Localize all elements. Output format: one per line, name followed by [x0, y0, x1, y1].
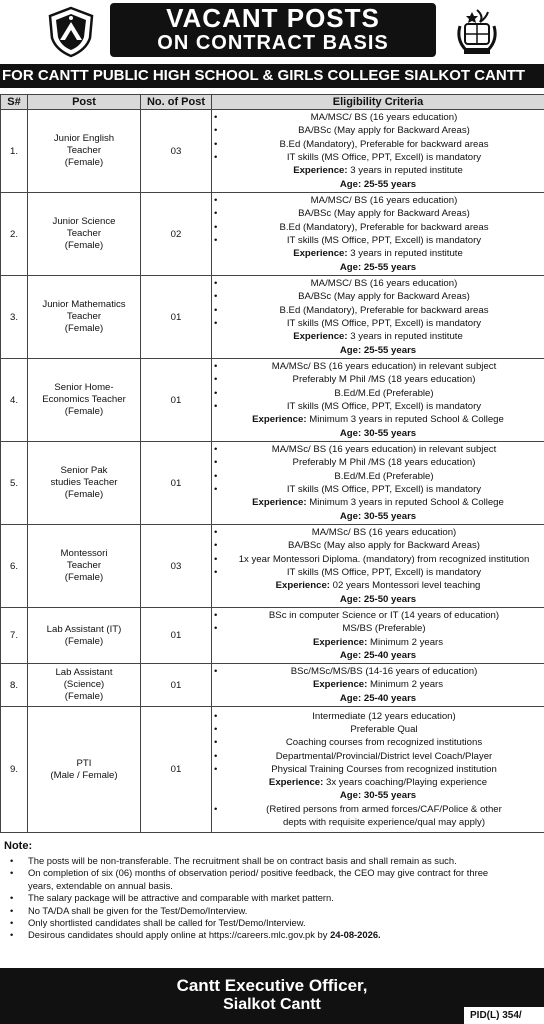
criteria-item: • BA/BSc (May also apply for Backward Areas) [224, 539, 544, 552]
criteria-item: • Preferably M Phil /MS (18 years education) [224, 456, 544, 469]
criteria-item: • Coaching courses from recognized institutions [224, 736, 544, 749]
age-label: Age: [339, 593, 362, 605]
criteria-item: • MS/BS (Preferable) [224, 622, 544, 635]
experience-label: Experience: [252, 497, 307, 509]
experience-line [212, 776, 544, 789]
criteria-item: • BA/BSc (May apply for Backward Areas) [224, 290, 544, 303]
experience-label: Experience: [275, 580, 330, 592]
criteria-item: • IT skills (MS Office, PPT, Excell) is mandatory [224, 483, 544, 496]
experience-label: Experience: [252, 414, 307, 426]
criteria-list [212, 360, 544, 413]
age-value: 25-40 years [363, 692, 417, 704]
post-line: Lab Assistant [55, 667, 113, 678]
table-row [1, 442, 544, 525]
table-row [1, 193, 544, 276]
experience-line [212, 579, 544, 592]
age-value: 25-55 years [363, 261, 417, 273]
table-row [1, 525, 544, 608]
criteria-list [212, 443, 544, 496]
experience-label: Experience: [293, 248, 348, 260]
experience-value: Minimum 3 years in reputed School & College [309, 414, 504, 426]
experience-value: Minimum 3 years in reputed School & College [309, 497, 504, 509]
criteria-item: • MA/MSc/ BS (16 years education) [224, 526, 544, 539]
post-line: (Female) [64, 157, 104, 168]
age-value: 25-50 years [363, 593, 417, 605]
post-line: Teacher [66, 311, 102, 322]
column-header-post: Post [28, 95, 141, 110]
government-crest-icon [452, 6, 502, 58]
experience-label: Experience: [312, 679, 368, 691]
criteria-list [212, 665, 544, 678]
table-row [1, 276, 544, 359]
note-item: • Only shortlisted candidates shall be called for Test/Demo/Interview. [28, 917, 544, 929]
criteria-list [212, 111, 544, 164]
cell-sno: 7. [1, 608, 28, 664]
cell-criteria [212, 664, 544, 707]
post-line: Junior Mathematics [42, 299, 126, 310]
age-label: Age: [339, 790, 362, 802]
criteria-extra-item: • (Retired persons from armed forces/CAF/Police & other [224, 803, 544, 816]
column-header-sno: S# [1, 95, 28, 110]
experience-value: 3 years in reputed institute [350, 248, 463, 260]
title-banner [110, 3, 436, 57]
cell-criteria [212, 110, 544, 193]
cell-post [28, 608, 141, 664]
post-line: Montessori [60, 548, 108, 559]
cell-criteria [212, 442, 544, 525]
criteria-item: • Preferably M Phil /MS (18 years education) [224, 373, 544, 386]
post-line: Junior Science [52, 216, 116, 227]
post-line: Junior English [53, 133, 115, 144]
cell-post [28, 359, 141, 442]
column-header-criteria: Eligibility Criteria [212, 95, 544, 110]
cantonment-crest-icon [46, 6, 96, 58]
age-value: 25-40 years [363, 649, 417, 661]
experience-line [212, 496, 544, 509]
cell-post [28, 664, 141, 707]
age-line [212, 649, 544, 662]
cell-post [28, 193, 141, 276]
experience-line [212, 247, 544, 260]
criteria-extra-list [212, 803, 544, 816]
criteria-item: • BA/BSc (May apply for Backward Areas) [224, 124, 544, 137]
experience-value: Minimum 2 years [370, 636, 444, 648]
age-label: Age: [339, 649, 362, 661]
post-line: (Female) [64, 691, 104, 702]
age-value: 25-55 years [363, 344, 417, 356]
age-line [212, 593, 544, 606]
cell-criteria [212, 525, 544, 608]
cell-criteria [212, 359, 544, 442]
note-item: • The posts will be non-transferable. The recruitment shall be on contract basis and shall remain as such. [28, 855, 544, 867]
cell-sno: 8. [1, 664, 28, 707]
criteria-item: • B.Ed (Mandatory), Preferable for backward areas [224, 138, 544, 151]
note-text-continuation: years, extendable on annual basis. [28, 879, 173, 891]
cell-count: 01 [141, 707, 212, 833]
cell-count: 01 [141, 359, 212, 442]
table-row [1, 608, 544, 664]
cell-count: 01 [141, 608, 212, 664]
experience-label: Experience: [268, 777, 324, 789]
cell-count: 03 [141, 525, 212, 608]
experience-value: 3x years coaching/Playing experience [326, 777, 488, 789]
criteria-item: • Preferable Qual [224, 723, 544, 736]
note-item: • The salary package will be attractive and comparable with market pattern. [28, 892, 544, 904]
cell-sno: 1. [1, 110, 28, 193]
age-label: Age: [339, 261, 362, 273]
criteria-item: • IT skills (MS Office, PPT, Excell) is mandatory [224, 400, 544, 413]
cell-count: 01 [141, 664, 212, 707]
criteria-extra-continuation: depts with requisite experience/qual may apply) [282, 817, 486, 829]
table-row [1, 359, 544, 442]
cell-post [28, 707, 141, 833]
criteria-item: • MA/MSc/ BS (16 years education) in relevant subject [224, 360, 544, 373]
age-label: Age: [339, 344, 362, 356]
criteria-item: • 1x year Montessori Diploma. (mandatory) from recognized institution [224, 553, 544, 566]
experience-line [212, 678, 544, 691]
issuing-office-location: Sialkot Cantt [223, 996, 321, 1013]
criteria-list [212, 710, 544, 776]
post-line: Teacher [66, 228, 102, 239]
cell-count: 02 [141, 193, 212, 276]
age-value: 30-55 years [363, 790, 417, 802]
criteria-list [212, 526, 544, 579]
criteria-item: • B.Ed/M.Ed (Preferable) [224, 387, 544, 400]
note-item: • No TA/DA shall be given for the Test/Demo/Interview. [28, 905, 544, 917]
cell-post [28, 442, 141, 525]
criteria-list [212, 277, 544, 330]
criteria-item: • MA/MSC/ BS (16 years education) [224, 111, 544, 124]
age-label: Age: [339, 427, 362, 439]
criteria-item: • B.Ed (Mandatory), Preferable for backward areas [224, 304, 544, 317]
vacancy-table [0, 94, 544, 833]
table-row [1, 110, 544, 193]
cell-count: 01 [141, 442, 212, 525]
criteria-item: • Physical Training Courses from recognized institution [224, 763, 544, 776]
cell-sno: 3. [1, 276, 28, 359]
experience-value: 3 years in reputed institute [350, 331, 463, 343]
experience-line [212, 636, 544, 649]
post-line: Teacher [66, 145, 102, 156]
table-header-row [1, 95, 544, 110]
experience-value: 3 years in reputed institute [350, 165, 463, 177]
criteria-item: • BA/BSc (May apply for Backward Areas) [224, 207, 544, 220]
main-subtitle: ON CONTRACT BASIS [157, 32, 389, 54]
criteria-item: • BSc/MSc/MS/BS (14-16 years of education) [224, 665, 544, 678]
criteria-item: • IT skills (MS Office, PPT, Excell) is mandatory [224, 234, 544, 247]
experience-value: 02 years Montessori level teaching [332, 580, 481, 592]
cell-sno: 5. [1, 442, 28, 525]
post-line: (Male / Female) [50, 769, 118, 781]
cell-count: 01 [141, 276, 212, 359]
post-line: PTI [76, 757, 92, 769]
criteria-item: • MA/MSC/ BS (16 years education) [224, 194, 544, 207]
experience-value: Minimum 2 years [370, 679, 444, 691]
post-line: (Female) [64, 489, 104, 500]
post-line: (Female) [64, 406, 104, 417]
criteria-item: • Intermediate (12 years education) [224, 710, 544, 723]
cell-post [28, 110, 141, 193]
cell-post [28, 276, 141, 359]
notes-list [0, 855, 544, 942]
experience-line [212, 413, 544, 426]
note-item [28, 929, 544, 941]
age-line [212, 692, 544, 705]
school-name-banner: FOR CANTT PUBLIC HIGH SCHOOL & GIRLS COLLEGE SIALKOT CANTT [0, 64, 544, 88]
criteria-list [212, 609, 544, 636]
table-row [1, 664, 544, 707]
age-value: 25-55 years [363, 178, 417, 190]
cell-sno: 4. [1, 359, 28, 442]
criteria-item: • IT skills (MS Office, PPT, Excell) is mandatory [224, 566, 544, 579]
post-line: studies Teacher [50, 477, 118, 488]
footer-banner [0, 968, 544, 1024]
criteria-item: • MA/MSc/ BS (16 years education) in relevant subject [224, 443, 544, 456]
cell-criteria [212, 276, 544, 359]
cell-sno: 2. [1, 193, 28, 276]
experience-line [212, 330, 544, 343]
experience-label: Experience: [312, 636, 368, 648]
age-line [212, 510, 544, 523]
age-line [212, 178, 544, 191]
experience-line [212, 164, 544, 177]
pid-number: PID(L) 354/ [464, 1007, 544, 1024]
criteria-item: • BSc in computer Science or IT (14 years of education) [224, 609, 544, 622]
issuing-officer: Cantt Executive Officer, [176, 976, 368, 995]
cell-count: 03 [141, 110, 212, 193]
age-label: Age: [339, 692, 362, 704]
post-line: (Female) [64, 323, 104, 334]
criteria-item: • B.Ed/M.Ed (Preferable) [224, 470, 544, 483]
cell-sno: 6. [1, 525, 28, 608]
criteria-item: • IT skills (MS Office, PPT, Excell) is mandatory [224, 151, 544, 164]
post-line: Senior Pak [60, 465, 108, 476]
cell-criteria [212, 193, 544, 276]
apply-deadline: 24-08-2026. [330, 929, 381, 941]
post-line: (Female) [64, 572, 104, 583]
post-line: (Female) [64, 635, 104, 647]
age-line [212, 344, 544, 357]
post-line: Senior Home- [54, 382, 114, 393]
age-label: Age: [339, 178, 362, 190]
post-line: (Female) [64, 240, 104, 251]
criteria-item: • Departmental/Provincial/District level Coach/Player [224, 750, 544, 763]
criteria-item: • IT skills (MS Office, PPT, Excell) is mandatory [224, 317, 544, 330]
post-line: (Science) [63, 679, 105, 690]
column-header-count: No. of Post [141, 95, 212, 110]
post-line: Lab Assistant (IT) [46, 623, 122, 635]
criteria-item: • B.Ed (Mandatory), Preferable for backward areas [224, 221, 544, 234]
criteria-list [212, 194, 544, 247]
criteria-item: • MA/MSC/ BS (16 years education) [224, 277, 544, 290]
post-line: Teacher [66, 560, 102, 571]
cell-sno: 9. [1, 707, 28, 833]
age-value: 30-55 years [363, 427, 417, 439]
experience-label: Experience: [293, 165, 348, 177]
age-label: Age: [339, 510, 362, 522]
cell-criteria [212, 707, 544, 833]
note-text: On completion of six (06) months of observation period/ positive feedback, the CEO may give contract for three [28, 867, 489, 879]
age-line [212, 789, 544, 802]
age-line [212, 427, 544, 440]
notes-title: Note: [4, 840, 33, 852]
table-row [1, 707, 544, 833]
experience-label: Experience: [293, 331, 348, 343]
main-title: VACANT POSTS [166, 3, 380, 33]
age-line [212, 261, 544, 274]
age-value: 30-55 years [363, 510, 417, 522]
cell-criteria [212, 608, 544, 664]
post-line: Economics Teacher [42, 394, 126, 405]
apply-online-text: Desirous candidates should apply online at https://careers.mlc.gov.pk by [28, 929, 328, 941]
note-item [28, 867, 544, 892]
header [0, 0, 544, 62]
cell-post [28, 525, 141, 608]
